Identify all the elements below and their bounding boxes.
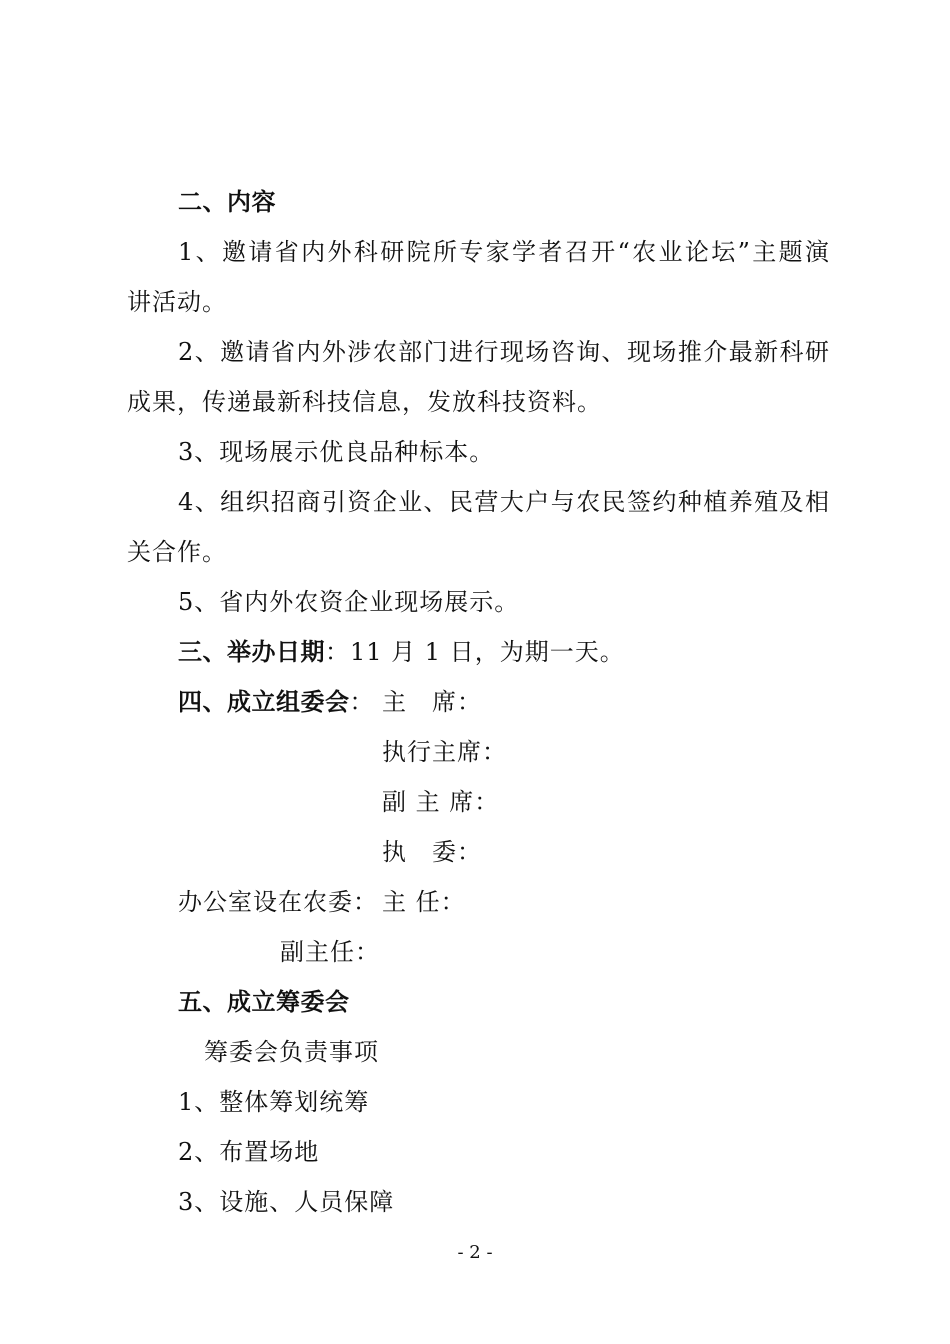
section-4-heading: 四、成立组委会	[178, 688, 350, 716]
preparatory-item-1: 1、整体筹划统筹	[178, 1088, 370, 1116]
office-label: 办公室设在农委：	[178, 888, 378, 916]
content-item-1-line-1: 1、邀请省内外科研院所专家学者召开“农业论坛”主题演	[178, 238, 830, 266]
content-item-4-line-1: 4、组织招商引资企业、民营大户与农民签约种植养殖及相	[178, 488, 830, 516]
preparatory-item-3: 3、设施、人员保障	[178, 1188, 395, 1216]
section-4-heading-line	[178, 686, 375, 718]
section-3-line	[178, 636, 625, 668]
section-4-colon: ：	[349, 688, 375, 716]
preparatory-committee-intro: 筹委会负责事项	[204, 1038, 379, 1066]
preparatory-item-2: 2、布置场地	[178, 1138, 320, 1166]
section-3-heading: 三、举办日期	[178, 638, 325, 666]
role-vice-chairman: 副 主 席：	[382, 788, 500, 816]
section-2-heading: 二、内容	[178, 188, 276, 216]
role-executive-chairman: 执行主席：	[382, 738, 507, 766]
event-date: ：11 月 1 日，为期一天。	[325, 638, 625, 666]
content-item-3: 3、现场展示优良品种标本。	[178, 438, 495, 466]
content-item-5: 5、省内外农资企业现场展示。	[178, 588, 520, 616]
content-item-2-line-1: 2、邀请省内外涉农部门进行现场咨询、现场推介最新科研	[178, 338, 830, 366]
role-office-deputy-director: 副主任：	[280, 938, 380, 966]
content-item-4-line-2: 关合作。	[127, 538, 227, 566]
content-item-1-line-2: 讲活动。	[127, 288, 227, 316]
role-executive-member: 执 委：	[382, 838, 482, 866]
role-office-director: 主 任：	[382, 888, 466, 916]
section-5-heading: 五、成立筹委会	[178, 988, 350, 1016]
page-number: - 2 -	[457, 1242, 493, 1263]
content-item-2-line-2: 成果，传递最新科技信息，发放科技资料。	[127, 388, 602, 416]
role-chairman: 主 席：	[382, 688, 482, 716]
